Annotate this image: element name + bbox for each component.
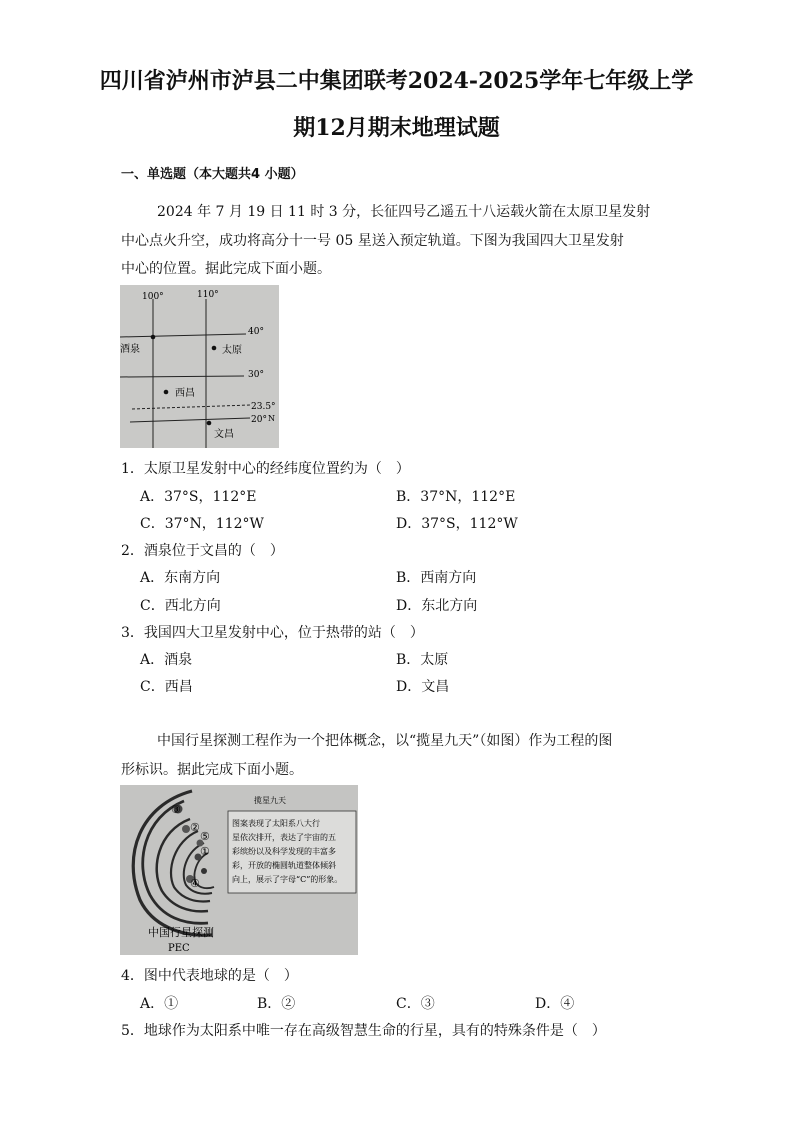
- lat-label-30: 30°: [248, 370, 264, 380]
- wenchang-dot: [207, 421, 212, 426]
- passage-1-line-3: 中心的位置。据此完成下面小题。: [121, 261, 331, 277]
- q1-option-a[interactable]: A．37°S，112°E: [140, 489, 257, 505]
- box-line-2: 星依次排开，表达了宇宙的五: [232, 833, 336, 842]
- q3-option-a[interactable]: A．酒泉: [140, 652, 193, 668]
- q2-option-d[interactable]: D．东北方向: [396, 598, 478, 614]
- jiuquan-dot: [151, 335, 156, 340]
- passage-2-line-1-text: 中国行星探测工程作为一个把体概念，以“揽星九天”（如图）作为工程的图: [157, 733, 613, 749]
- box-line-3: 彩缤纷以及科学发现的丰富多: [232, 847, 336, 856]
- passage-2-line-1: [121, 727, 666, 756]
- caption-cn: 中国行星探测: [148, 926, 214, 939]
- q1-option-d[interactable]: D．37°S，112°W: [396, 516, 518, 532]
- passage-1: [121, 198, 666, 284]
- title-line-1: 四川省泸州市泸县二中集团联考2024-2025学年七年级上学: [99, 68, 694, 94]
- q4-option-d[interactable]: D．④: [535, 996, 575, 1012]
- pec-logo-svg: [120, 785, 358, 955]
- title-line-2: 期12月期末地理试题: [293, 115, 500, 141]
- marker-2: ②: [190, 821, 200, 834]
- marker-3: ③: [171, 803, 181, 816]
- passage-2-line-2: 形标识。据此完成下面小题。: [121, 761, 303, 778]
- q1-option-b[interactable]: B．37°N，112°E: [396, 489, 516, 505]
- marker-5: ⑤: [200, 830, 210, 843]
- lat-label-40: 40°: [248, 327, 264, 337]
- question-2-stem: 2．酒泉位于文昌的（ ）: [121, 543, 284, 559]
- section-heading: 一、单选题（本大题共4 小题）: [121, 167, 304, 182]
- map-svg: [120, 285, 279, 448]
- pec-logo-figure: [120, 785, 358, 955]
- passage-1-line-2: 中心点火升空，成功将高分十一号 05 星送入预定轨道。下图为我国四大卫星发射: [121, 232, 624, 249]
- lat-label-20: 20°: [251, 415, 267, 425]
- marker-4: ④: [190, 877, 200, 890]
- q1-option-c[interactable]: C．37°N，112°W: [140, 516, 264, 532]
- q3-option-b[interactable]: B．太原: [396, 652, 449, 668]
- passage-1-line-1-text: 2024 年 7 月 19 日 11 时 3 分，长征四号乙遥五十八运载火箭在太原卫星发射: [157, 204, 651, 220]
- xichang-dot: [164, 390, 169, 395]
- q2-option-b[interactable]: B．西南方向: [396, 570, 477, 586]
- q4-option-a[interactable]: A．①: [140, 996, 179, 1012]
- q2-option-c[interactable]: C．西北方向: [140, 598, 221, 614]
- box-line-5: 向上，展示了字母“C”的形象。: [232, 875, 343, 884]
- question-3-stem: 3．我国四大卫星发射中心，位于热带的站（ ）: [121, 625, 424, 641]
- marker-1: ①: [200, 845, 210, 858]
- question-5-stem: 5．地球作为太阳系中唯一存在高级智慧生命的行星，具有的特殊条件是（ ）: [121, 1023, 606, 1039]
- passage-2: [121, 727, 666, 784]
- q4-option-c[interactable]: C．③: [396, 996, 435, 1012]
- q4-option-b[interactable]: B．②: [257, 996, 296, 1012]
- passage-1-line-1: [121, 198, 666, 227]
- place-xichang: 西昌: [175, 388, 195, 399]
- place-jiuquan: 酒泉: [120, 344, 140, 355]
- lon-label-110: 110°: [197, 290, 219, 300]
- q3-option-c[interactable]: C．西昌: [140, 679, 193, 695]
- question-1-stem: 1．太原卫星发射中心的经纬度位置约为（ ）: [121, 461, 410, 477]
- question-4-stem: 4．图中代表地球的是（ ）: [121, 968, 298, 984]
- north-mark: N: [268, 414, 275, 423]
- planet-2: [182, 825, 190, 833]
- q2-option-a[interactable]: A．东南方向: [140, 570, 221, 586]
- lat-label-23-5: 23.5°: [251, 402, 276, 412]
- planet-small: [201, 868, 207, 874]
- caption-en: PEC: [168, 943, 190, 954]
- q3-option-d[interactable]: D．文昌: [396, 679, 450, 695]
- box-line-1: 图案表现了太阳系八大行: [232, 819, 320, 828]
- box-title: 揽星九天: [254, 796, 286, 805]
- taiyuan-dot: [212, 346, 217, 351]
- place-wenchang: 文昌: [214, 429, 234, 440]
- launch-center-map: [120, 285, 279, 448]
- box-line-4: 彩，开放的椭圆轨道整体倾斜: [232, 861, 336, 870]
- lon-label-100: 100°: [142, 292, 164, 302]
- place-taiyuan: 太原: [222, 345, 242, 356]
